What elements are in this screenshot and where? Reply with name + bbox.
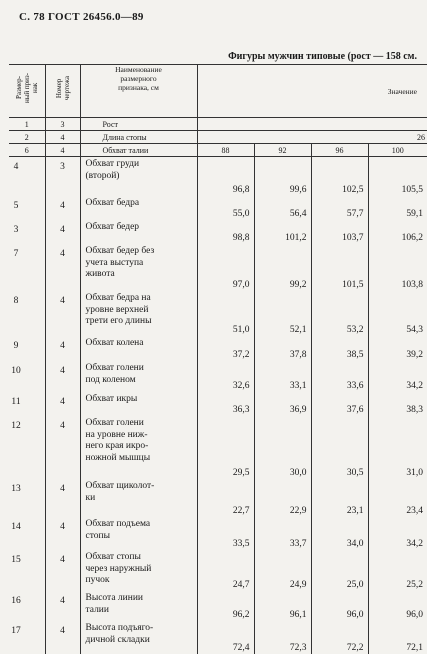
- row-value: 72,4: [197, 621, 254, 654]
- header-name: Наименование размерного признака, см: [80, 65, 197, 118]
- row-value: 30,0: [254, 416, 311, 479]
- row-name: Высота линии талии: [80, 591, 197, 621]
- row-name: Высота подъяго- дичной складки: [80, 621, 197, 654]
- height-name: Рост: [80, 118, 197, 131]
- row-value: 102,5: [311, 157, 368, 197]
- row-value: 106,2: [401, 233, 424, 243]
- table-row: [9, 479, 427, 517]
- foot-row: [9, 131, 427, 144]
- row-value: 36,9: [254, 392, 311, 416]
- waist-size: 96: [311, 144, 368, 157]
- row-name: Обхват бедер: [80, 220, 197, 244]
- row-picture: 4: [45, 479, 80, 517]
- row-value: 31,0: [406, 468, 424, 478]
- table-row: [9, 621, 427, 654]
- row-value: 72,1: [406, 643, 424, 653]
- table-row: [9, 361, 427, 392]
- row-num: 9: [13, 341, 19, 351]
- row-value: 97,0: [197, 244, 254, 291]
- row-num: 7: [13, 249, 19, 259]
- row-picture: 4: [45, 392, 80, 416]
- row-value: 96,1: [254, 591, 311, 621]
- row-name: Обхват подъема стопы: [80, 517, 197, 550]
- foot-name: Длина стопы: [80, 131, 197, 144]
- row-picture: 4: [45, 291, 80, 336]
- table-row: [9, 550, 427, 591]
- row-value: 101,5: [311, 244, 368, 291]
- row-num: 4: [13, 162, 19, 172]
- table-row: [9, 591, 427, 621]
- waist-num: 6: [9, 144, 45, 157]
- table-caption: Фигуры мужчин типовые (рост — 158 см.: [228, 51, 417, 62]
- row-value: 37,8: [254, 336, 311, 361]
- table-row: [9, 220, 427, 244]
- table-row: [9, 392, 427, 416]
- table-header-row: [9, 65, 427, 118]
- row-value: 99,6: [254, 157, 311, 197]
- height-row: [9, 118, 427, 131]
- header-value: Значение: [197, 65, 427, 118]
- row-value: 23,1: [311, 479, 368, 517]
- measurements-table: [9, 64, 427, 654]
- row-name: Обхват бедра: [80, 196, 197, 220]
- row-picture: 4: [45, 244, 80, 291]
- row-value: 37,6: [311, 392, 368, 416]
- foot-num: 2: [9, 131, 45, 144]
- waist-size: 88: [197, 144, 254, 157]
- row-picture: 4: [45, 591, 80, 621]
- row-value: 24,9: [254, 550, 311, 591]
- table-row: [9, 416, 427, 479]
- row-value: 56,4: [254, 196, 311, 220]
- row-name: Обхват бедер без учета выступа живота: [80, 244, 197, 291]
- row-value: 55,0: [197, 196, 254, 220]
- row-value: 54,3: [406, 325, 424, 335]
- row-value: 51,0: [197, 291, 254, 336]
- row-value: 103,7: [311, 220, 368, 244]
- row-value: 72,2: [311, 621, 368, 654]
- row-name: Обхват бедра на уровне верхней трети его длины: [80, 291, 197, 336]
- row-name: Обхват голени под коленом: [80, 361, 197, 392]
- page-header: С. 78 ГОСТ 26456.0—89: [19, 11, 144, 23]
- row-value: 29,5: [197, 416, 254, 479]
- row-value: 33,1: [254, 361, 311, 392]
- row-num: 12: [11, 421, 21, 431]
- row-value: 33,6: [311, 361, 368, 392]
- row-picture: 4: [45, 621, 80, 654]
- row-picture: 4: [45, 416, 80, 479]
- foot-picture: 4: [45, 131, 80, 144]
- row-value: 34,0: [311, 517, 368, 550]
- row-value: 34,2: [406, 539, 424, 549]
- row-value: 53,2: [311, 291, 368, 336]
- row-name: Обхват колена: [80, 336, 197, 361]
- waist-picture: 4: [45, 144, 80, 157]
- row-value: 105,5: [401, 185, 424, 195]
- row-num: 8: [13, 296, 19, 306]
- row-value: 30,5: [311, 416, 368, 479]
- row-value: 96,2: [197, 591, 254, 621]
- row-picture: 4: [45, 361, 80, 392]
- waist-row: [9, 144, 427, 157]
- row-value: 39,2: [406, 350, 424, 360]
- row-value: 96,0: [311, 591, 368, 621]
- row-name: Обхват стопы через наружный пучок: [80, 550, 197, 591]
- waist-size: 92: [254, 144, 311, 157]
- table-row: [9, 244, 427, 291]
- row-picture: 4: [45, 550, 80, 591]
- foot-value: 26: [197, 131, 427, 144]
- row-value: 96,8: [197, 157, 254, 197]
- row-value: 22,9: [254, 479, 311, 517]
- row-num: 11: [11, 397, 21, 407]
- header-num: Размер- ный приз- нак: [14, 73, 39, 104]
- row-value: 38,5: [311, 336, 368, 361]
- row-num: 10: [11, 366, 21, 376]
- row-value: 33,5: [197, 517, 254, 550]
- row-value: 23,4: [406, 506, 424, 516]
- height-picture: 3: [45, 118, 80, 131]
- row-num: 17: [11, 626, 21, 636]
- row-value: 52,1: [254, 291, 311, 336]
- row-value: 33,7: [254, 517, 311, 550]
- row-value: 37,2: [197, 336, 254, 361]
- waist-size: 100: [368, 144, 427, 157]
- row-value: 59,1: [406, 209, 424, 219]
- row-picture: 4: [45, 336, 80, 361]
- row-value: 103,8: [401, 280, 424, 290]
- table-row: [9, 291, 427, 336]
- row-num: 5: [13, 201, 19, 211]
- row-value: 34,2: [406, 381, 424, 391]
- waist-name: Обхват талии: [80, 144, 197, 157]
- row-value: 25,0: [311, 550, 368, 591]
- row-num: 15: [11, 555, 21, 565]
- table-row: [9, 196, 427, 220]
- row-value: 101,2: [254, 220, 311, 244]
- row-num: 13: [11, 484, 21, 494]
- row-value: 36,3: [197, 392, 254, 416]
- table-row: [9, 517, 427, 550]
- row-num: 14: [11, 522, 21, 532]
- height-num: 1: [9, 118, 45, 131]
- row-value: 25,2: [406, 580, 424, 590]
- row-num: 3: [13, 225, 19, 235]
- row-value: 24,7: [197, 550, 254, 591]
- row-picture: 4: [45, 220, 80, 244]
- row-value: 57,7: [311, 196, 368, 220]
- row-name: Обхват голени на уровне ниж- него края икро- ножной мышцы: [80, 416, 197, 479]
- table-row: [9, 157, 427, 197]
- row-value: 72,3: [254, 621, 311, 654]
- row-value: 32,6: [197, 361, 254, 392]
- header-picture: Номер чертежа: [54, 76, 71, 101]
- row-picture: 3: [45, 157, 80, 197]
- row-value: 98,8: [197, 220, 254, 244]
- table-row: [9, 336, 427, 361]
- row-value: 38,3: [406, 405, 424, 415]
- row-picture: 4: [45, 196, 80, 220]
- row-name: Обхват груди (второй): [80, 157, 197, 197]
- row-picture: 4: [45, 517, 80, 550]
- row-value: 99,2: [254, 244, 311, 291]
- row-value: 96,0: [406, 610, 424, 620]
- height-value: [197, 118, 427, 131]
- row-name: Обхват икры: [80, 392, 197, 416]
- row-name: Обхват щиколот- ки: [80, 479, 197, 517]
- row-num: 16: [11, 596, 21, 606]
- row-value: 22,7: [197, 479, 254, 517]
